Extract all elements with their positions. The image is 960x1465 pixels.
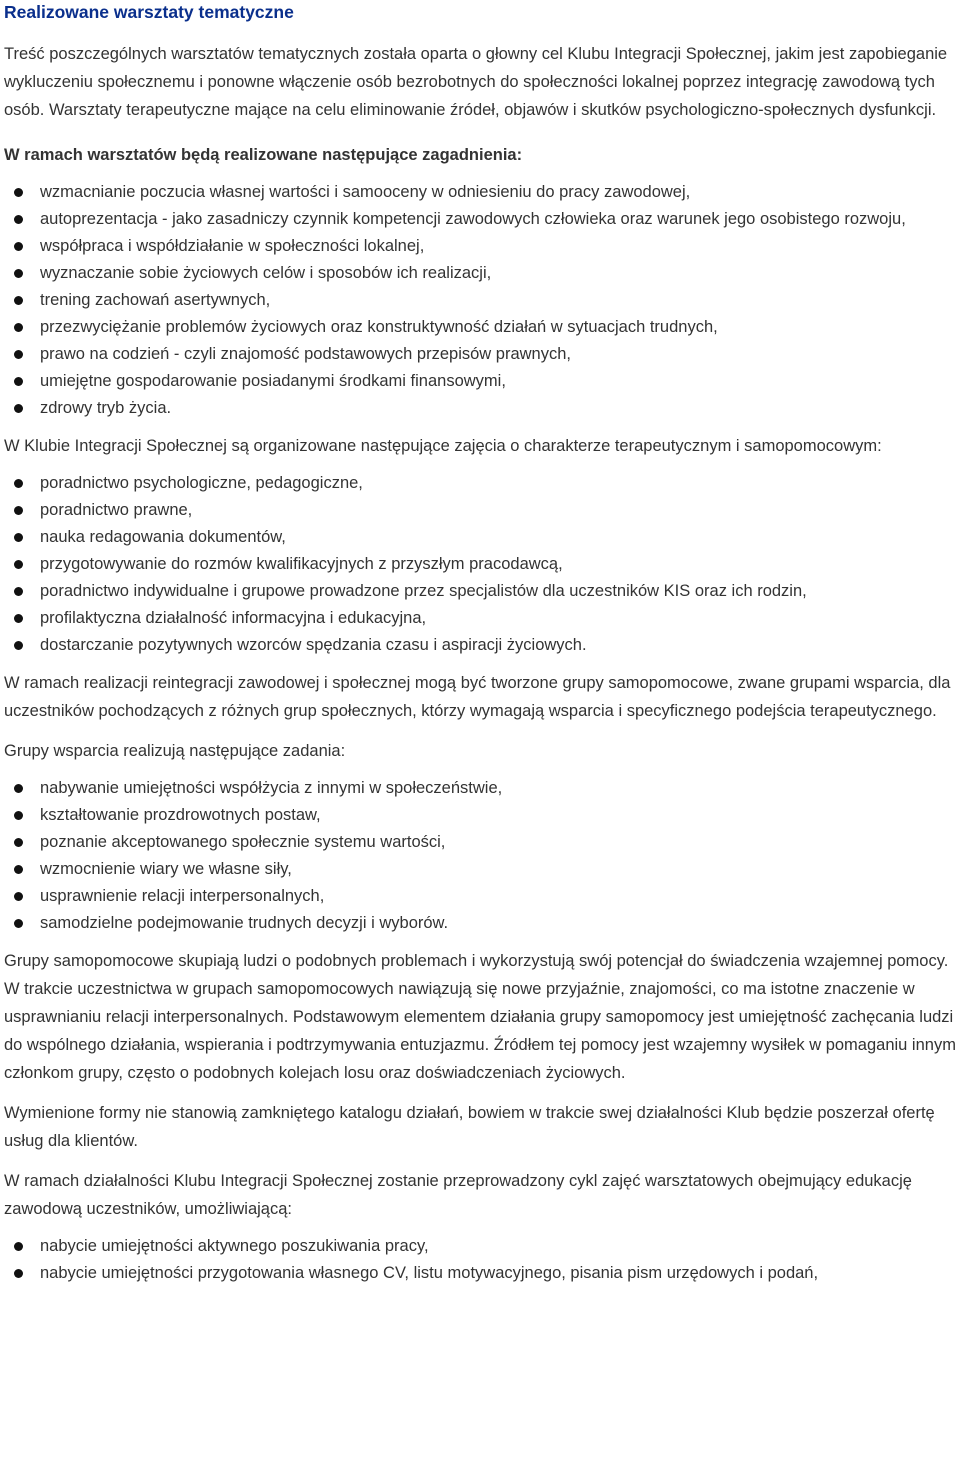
list-item-text: poznanie akceptowanego społecznie systemu wartości, [40,833,446,851]
section4-paragraph: Grupy samopomocowe skupiają ludzi o podobnych problemach i wykorzystują swój potencjał do świadczenia wzajemnej pomocy. W trakcie uczestnictwa w grupach samopomocowych nawiązują się nowe przyjaźnie, znajomości, co ma istotne znaczenie w usprawnianiu relacji interpersonalnych. Podstawowym elementem działania grupy samopomocy jest umiejętność zachęcania ludzi do wspólnego działania, wspierania i podtrzymywania entuzjazmu. Źródłem tej pomocy jest wzajemny wysiłek w pomaganiu innym członkom grupy, często o podobnych kolejach losu oraz doświadczeniach życiowych. [4,952,956,1082]
bullet-icon [14,215,23,224]
list-item [4,829,956,856]
bullet-icon [14,404,23,413]
list-item-text: poradnictwo psychologiczne, pedagogiczne, [40,474,363,492]
bullet-icon [14,560,23,569]
section4-paragraph-3: W ramach działalności Klubu Integracji Społecznej zostanie przeprowadzony cykl zajęć warsztatowych obejmujący edukację zawodową uczestników, umożliwiającą: [4,1172,912,1218]
list-item-text: dostarczanie pozytywnych wzorców spędzania czasu i aspiracji życiowych. [40,636,587,654]
bullet-icon [14,377,23,386]
section3-list [4,775,956,937]
list-item-text: nabycie umiejętności aktywnego poszukiwania pracy, [40,1237,429,1255]
list-item [4,497,956,524]
bullet-icon [14,919,23,928]
bullet-icon [14,614,23,623]
bullet-icon [14,323,23,332]
list-item-text: prawo na codzień - czyli znajomość podstawowych przepisów prawnych, [40,345,571,363]
list-item [4,1260,956,1287]
intro-paragraph: Treść poszczególnych warsztatów tematycznych została oparta o głowny cel Klubu Integracji Społecznej, jakim jest zapobieganie wykluczeniu społecznemu i ponowne włączenie osób bezrobotnych do społeczności lokalnej poprzez integrację zawodową tych osób. Warsztaty terapeutyczne mające na celu eliminowanie źródeł, objawów i skutków psychologiczno-społecznych dysfunkcji. [4,45,948,119]
bullet-icon [14,587,23,596]
section4-paragraph-2: Wymienione formy nie stanowią zamkniętego katalogu działań, bowiem w trakcie swej działalności Klub będzie poszerzał ofertę usług dla klientów. [4,1104,935,1150]
page-title: Realizowane warsztaty tematyczne [4,2,294,22]
list-item [4,578,956,605]
section1-list [4,179,956,422]
list-item-text: wyznaczanie sobie życiowych celów i sposobów ich realizacji, [40,264,492,282]
list-item [4,470,956,497]
list-item [4,368,956,395]
list-item-text: nauka redagowania dokumentów, [40,528,286,546]
bullet-icon [14,479,23,488]
list-item [4,179,956,206]
list-item-text: poradnictwo indywidualne i grupowe prowadzone przez specjalistów dla uczestników KIS oraz ich rodzin, [40,582,807,600]
list-item-text: nabywanie umiejętności współżycia z innymi w społeczeństwie, [40,779,503,797]
list-item [4,551,956,578]
list-item-text: kształtowanie prozdrowotnych postaw, [40,806,321,824]
list-item-text: zdrowy tryb życia. [40,399,172,417]
bullet-icon [14,506,23,515]
list-item [4,632,956,659]
bullet-icon [14,242,23,251]
section2-paragraph: W Klubie Integracji Społecznej są organizowane następujące zajęcia o charakterze terapeutycznym i samopomocowym: [4,437,882,455]
list-item-text: umiejętne gospodarowanie posiadanymi środkami finansowymi, [40,372,506,390]
list-item-text: profilaktyczna działalność informacyjna i edukacyjna, [40,609,427,627]
list-item [4,524,956,551]
list-item-text: trening zachowań asertywnych, [40,291,271,309]
list-item-text: przygotowywanie do rozmów kwalifikacyjnych z przyszłym pracodawcą, [40,555,563,573]
bullet-icon [14,1269,23,1278]
list-item-text: współpraca i współdziałanie w społeczności lokalnej, [40,237,425,255]
bullet-icon [14,641,23,650]
bullet-icon [14,784,23,793]
list-item [4,605,956,632]
bullet-icon [14,811,23,820]
list-item-text: wzmacnianie poczucia własnej wartości i samooceny w odniesieniu do pracy zawodowej, [40,183,691,201]
section2-list [4,470,956,659]
section4-list [4,1233,956,1287]
bullet-icon [14,1242,23,1251]
bullet-icon [14,350,23,359]
bullet-icon [14,269,23,278]
list-item [4,206,956,233]
bullet-icon [14,296,23,305]
list-item [4,233,956,260]
list-item-text: wzmocnienie wiary we własne siły, [40,860,292,878]
bullet-icon [14,892,23,901]
section1-heading: W ramach warsztatów będą realizowane następujące zagadnienia: [4,146,523,164]
list-item [4,883,956,910]
section3-subheading: Grupy wsparcia realizują następujące zadania: [4,742,346,760]
bullet-icon [14,188,23,197]
section3-paragraph: W ramach realizacji reintegracji zawodowej i społecznej mogą być tworzone grupy samopomocowe, zwane grupami wsparcia, dla uczestników pochodzących z różnych grup społecznych, którzy wymagają wsparcia i specyficznego podejścia terapeutycznego. [4,674,951,720]
list-item [4,260,956,287]
list-item-text: nabycie umiejętności przygotowania własnego CV, listu motywacyjnego, pisania pism urzędowych i podań, [40,1264,819,1282]
list-item-text: poradnictwo prawne, [40,501,193,519]
list-item-text: samodzielne podejmowanie trudnych decyzji i wyborów. [40,914,449,932]
list-item-text: przezwyciężanie problemów życiowych oraz konstruktywność działań w sytuacjach trudnych, [40,318,718,336]
bullet-icon [14,533,23,542]
list-item [4,802,956,829]
list-item [4,341,956,368]
list-item [4,314,956,341]
list-item [4,775,956,802]
list-item [4,910,956,937]
list-item [4,856,956,883]
bullet-icon [14,838,23,847]
bullet-icon [14,865,23,874]
list-item [4,287,956,314]
list-item-text: autoprezentacja - jako zasadniczy czynnik kompetencji zawodowych człowieka oraz warunek jego osobistego rozwoju, [40,210,906,228]
list-item-text: usprawnienie relacji interpersonalnych, [40,887,325,905]
list-item [4,395,956,422]
list-item [4,1233,956,1260]
